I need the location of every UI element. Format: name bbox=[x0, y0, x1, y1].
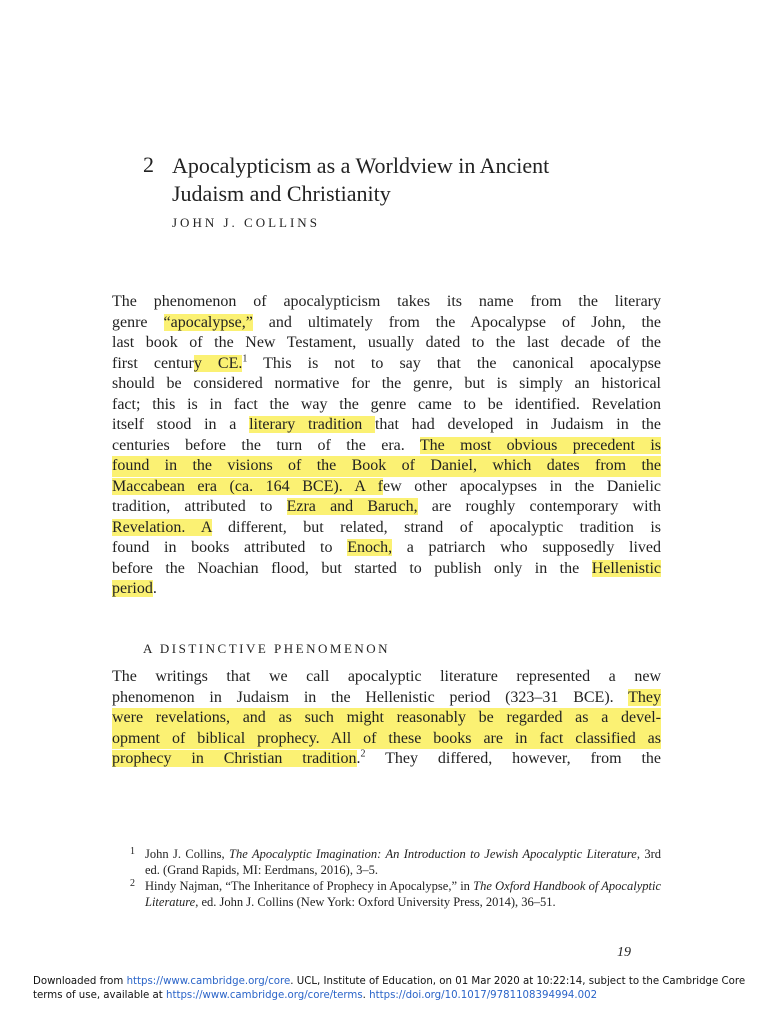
highlight: Revelation. A bbox=[112, 518, 212, 536]
highlight: period bbox=[112, 580, 153, 597]
highlight: Maccabean era (ca. 164 BCE). A f bbox=[112, 477, 384, 495]
text-line: Maccabean era (ca. 164 BCE). A few other apocalypses in the Danielic bbox=[112, 477, 661, 495]
text-line: centuries before the turn of the era. The most obvious precedent is bbox=[112, 436, 661, 454]
text-line: found in the visions of the Book of Daniel, which dates from the bbox=[112, 456, 661, 477]
text-line: fact; this is in fact the way the genre came to be identified. Revelation bbox=[112, 395, 661, 413]
highlight: y CE. bbox=[193, 354, 243, 372]
text-line: phenomenon in Judaism in the Hellenistic period (323–31 BCE). They bbox=[112, 688, 661, 706]
footnote-ref[interactable]: 2 bbox=[360, 749, 366, 760]
download-notice: Downloaded from https://www.cambridge.org/core. UCL, Institute of Education, on 01 Mar 2020 at 10:22:14, subject to the Cambridge Core terms of use, available at https://www.cambridge.org/core/terms. https://doi.org/10.1017/9781108394994.002 bbox=[33, 976, 746, 1001]
section-heading: A DISTINCTIVE PHENOMENON bbox=[143, 641, 391, 656]
highlight: Hellenistic bbox=[591, 559, 661, 577]
footnote-mark: 2 bbox=[130, 878, 135, 889]
chapter-title-line-2: Judaism and Christianity bbox=[172, 181, 391, 206]
chapter-number: 2 bbox=[143, 152, 154, 177]
footnote-ref[interactable]: 1 bbox=[242, 353, 248, 365]
text-line: The phenomenon of apocalypticism takes its name from the literary bbox=[112, 293, 661, 310]
highlight: The most obvious precedent is bbox=[419, 436, 661, 454]
footnote-1: 1 John J. Collins, The Apocalyptic Imagination: An Introduction to Jewish Apocalyptic Literature, 3rd ed. (Grand Rapids, MI: Eerdmans, 2016), 3–5. bbox=[130, 846, 661, 877]
text-line: Revelation. A different, but related, strand of apocalyptic tradition is bbox=[112, 518, 661, 536]
chapter-title bbox=[172, 152, 652, 208]
text-line: period. bbox=[112, 580, 157, 597]
text-line: last book of the New Testament, usually dated to the last decade of the bbox=[112, 334, 661, 351]
terms-link[interactable]: https://www.cambridge.org/core/terms bbox=[166, 989, 363, 1001]
text-line: itself stood in a literary tradition that had developed in Judaism in the bbox=[112, 416, 661, 433]
text-line: tradition, attributed to Ezra and Baruch, are roughly contemporary with bbox=[112, 498, 661, 515]
doi-link[interactable]: https://doi.org/10.1017/9781108394994.002 bbox=[369, 989, 598, 1001]
book-title: The Oxford Handbook of Apocalyptic Literature bbox=[145, 879, 661, 909]
highlight: Enoch, bbox=[347, 539, 393, 556]
intro-paragraph bbox=[112, 292, 661, 600]
highlight: They bbox=[628, 688, 661, 706]
text-line: should be considered normative for the genre, but is simply an historical bbox=[112, 375, 661, 392]
text-line: were revelations, and as such might reasonably be regarded as a devel- bbox=[112, 708, 661, 729]
highlight: Ezra and Baruch, bbox=[286, 498, 418, 515]
text-line: prophecy in Christian tradition.$^2$ They differed, however, from the bbox=[112, 749, 661, 767]
text-line: before the Noachian flood, but started to publish only in the Hellenistic bbox=[112, 559, 661, 577]
highlight: “apocalypse,” bbox=[163, 313, 253, 331]
text-line: genre “apocalypse,” and ultimately from the Apocalypse of John, the bbox=[112, 313, 661, 331]
cambridge-core-link[interactable]: https://www.cambridge.org/core bbox=[126, 976, 291, 987]
highlight: literary tradition bbox=[249, 416, 375, 433]
footnote-2: 2 Hindy Najman, “The Inheritance of Prophecy in Apocalypse,” in The Oxford Handbook of Apocalyptic Literature, ed. John J. Collins (New York: Oxford University Press, 2014), 36–51. bbox=[130, 878, 661, 909]
chapter-title-line-1: Apocalypticism as a Worldview in Ancient bbox=[172, 153, 550, 178]
highlight: prophecy in Christian tradition bbox=[112, 750, 357, 767]
text-line: first century CE.$^1$ This is not to say that the canonical apocalypse bbox=[112, 353, 661, 372]
footnote-mark: 1 bbox=[130, 846, 135, 857]
text-line: The writings that we call apocalyptic literature represented a new bbox=[112, 668, 661, 685]
book-title: The Apocalyptic Imagination: An Introduction to Jewish Apocalyptic Literature bbox=[229, 847, 637, 861]
chapter-author: JOHN J. COLLINS bbox=[172, 215, 320, 230]
text-line: opment of biblical prophecy. All of these books are in fact classified as bbox=[112, 729, 661, 750]
page-number: 19 bbox=[617, 945, 631, 960]
text-line: found in books attributed to Enoch, a patriarch who supposedly lived bbox=[112, 539, 661, 556]
section-paragraph bbox=[112, 667, 661, 770]
